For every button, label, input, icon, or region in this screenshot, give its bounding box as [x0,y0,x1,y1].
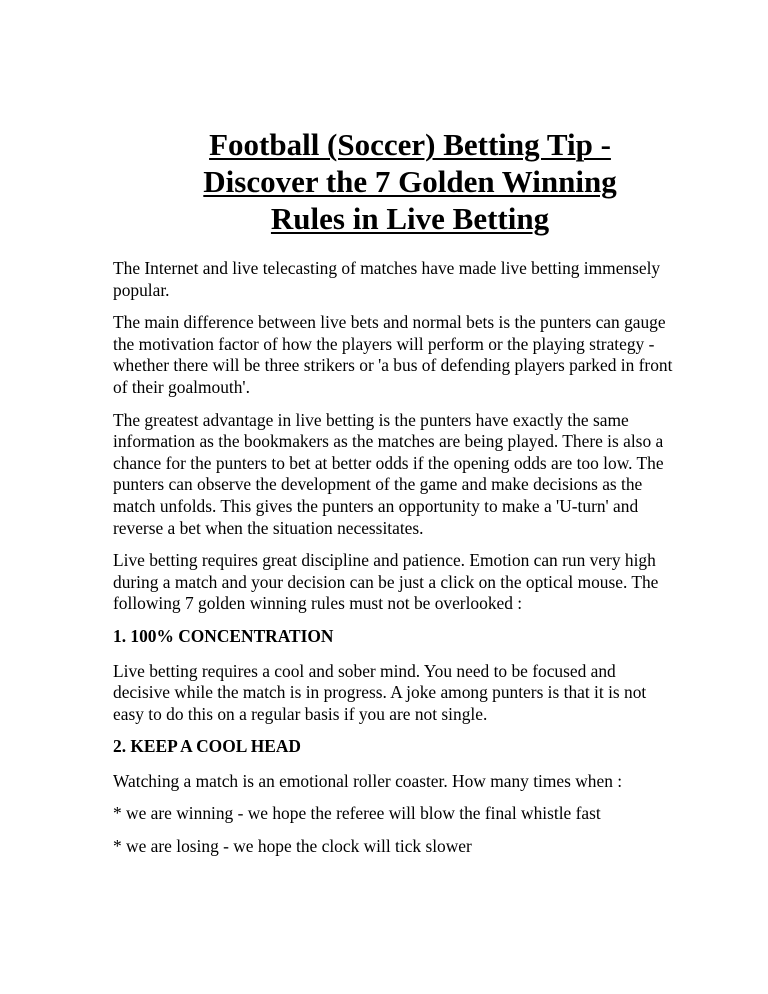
paragraph-difference: The main difference between live bets and normal bets is the punters can gauge the motivation factor of how the players will perform or the playing strategy - whether there will be three strikers or 'a bus of defending players parked in front of their goalmouth'. [113,312,673,397]
paragraph-intro: The Internet and live telecasting of matches have made live betting immensely popular. [113,258,661,300]
bullet-losing: * we are losing - we hope the clock will tick slower [113,836,472,857]
rule-1-heading: 1. 100% CONCENTRATION [113,625,334,646]
rule-2-heading: 2. KEEP A COOL HEAD [113,736,301,757]
document-title [110,126,710,237]
title-line-2: Discover the 7 Golden Winning [203,164,617,199]
rule-2-text: Watching a match is an emotional roller coaster. How many times when : [113,770,623,791]
bullet-winning: * we are winning - we hope the referee will blow the final whistle fast [113,803,601,824]
title-line-1: Football (Soccer) Betting Tip - [209,127,611,162]
paragraph-discipline: Live betting requires great discipline and patience. Emotion can run very high during a match and your decision can be just a click on the optical mouse. The following 7 golden winning rules must not be overlooked : [113,550,659,614]
rule-1-text: Live betting requires a cool and sober mind. You need to be focused and decisive while the match is in progress. A joke among punters is that it is not easy to do this on a regular basis if you are not single. [113,660,647,724]
paragraph-advantage: The greatest advantage in live betting is the punters have exactly the same information as the bookmakers as the matches are being played. There is also a chance for the punters to bet at better odds if the opening odds are too low. The punters can observe the development of the game and make decisions as the match unfolds. This gives the punters an opportunity to make a 'U-turn' and reverse a bet when the situation necessitates. [113,409,664,538]
title-line-3: Rules in Live Betting [270,201,550,236]
document-body [113,258,673,869]
